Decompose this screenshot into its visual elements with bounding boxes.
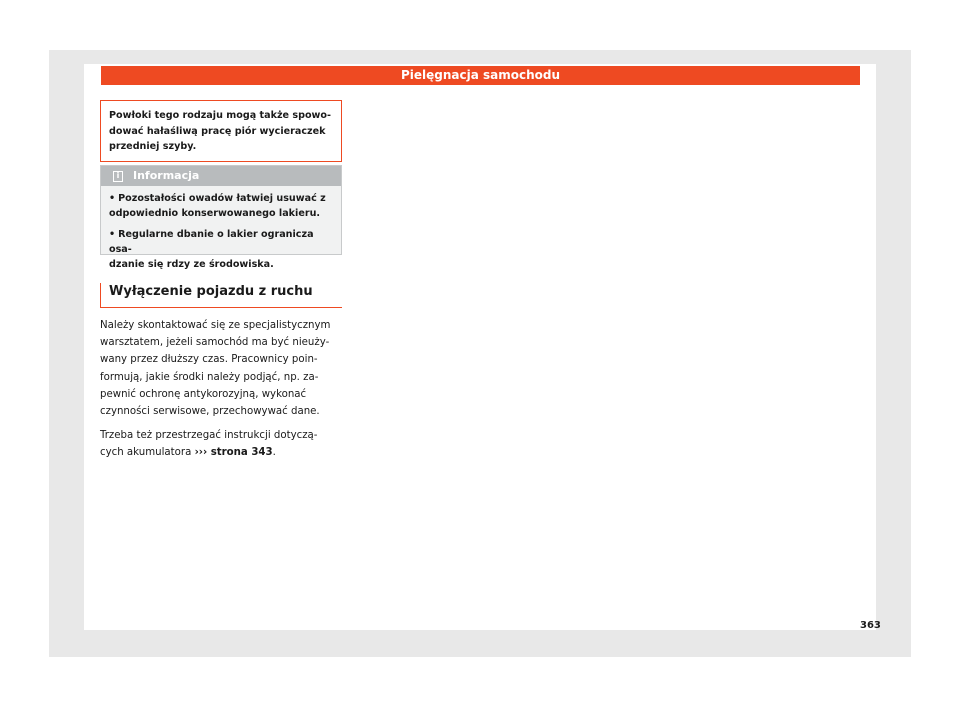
info-list — [101, 186, 341, 272]
chapter-header: Pielęgnacja samochodu — [101, 66, 860, 85]
paragraph — [100, 427, 342, 461]
info-icon: i — [113, 171, 123, 182]
info-item-line: Regularne dbanie o lakier ogranicza osa- — [109, 228, 314, 255]
info-item — [109, 191, 333, 222]
paragraph-line: formują, jakie środki należy podjąć, np. za- — [100, 371, 319, 383]
warning-line: przedniej szyby. — [109, 141, 197, 152]
paragraph — [100, 317, 342, 420]
paragraph-end: . — [272, 447, 276, 459]
paragraph-line: czynności serwisowe, przechowywać dane. — [100, 406, 320, 418]
section-title: Wyłączenie pojazdu z ruchu — [100, 283, 342, 308]
warning-box — [100, 100, 342, 162]
info-item-line: Pozostałości owadów łatwiej usuwać z — [118, 193, 326, 204]
info-item-line: dzanie się rdzy ze środowiska. — [109, 259, 274, 271]
page-reference-link[interactable]: ››› strona 343 — [194, 447, 273, 459]
warning-line: Powłoki tego rodzaju mogą także spowo- — [109, 110, 331, 121]
warning-line: dować hałaśliwą pracę piór wycieraczek — [109, 125, 326, 137]
info-item — [109, 227, 333, 273]
paragraph-line: warsztatem, jeżeli samochód ma być nieuży- — [100, 337, 330, 349]
paragraph-line: wany przez dłuższy czas. Pracownicy poin- — [100, 354, 318, 366]
body-text — [100, 317, 342, 469]
paragraph-line: cych akumulatora — [100, 447, 195, 459]
paragraph-line: Trzeba też przestrzegać instrukcji dotyczą- — [100, 430, 318, 442]
info-box — [100, 165, 342, 271]
paragraph-line: pewnić ochronę antykorozyjną, wykonać — [100, 388, 307, 400]
info-title: Informacja — [133, 169, 200, 182]
info-header — [101, 166, 341, 186]
info-item-line: odpowiednio konserwowanego lakieru. — [109, 208, 321, 220]
bullet: • — [109, 228, 116, 240]
bullet: • — [109, 193, 116, 204]
paragraph-line: Należy skontaktować się ze specjalistycznym — [100, 320, 331, 331]
page-number: 363 — [860, 620, 881, 631]
